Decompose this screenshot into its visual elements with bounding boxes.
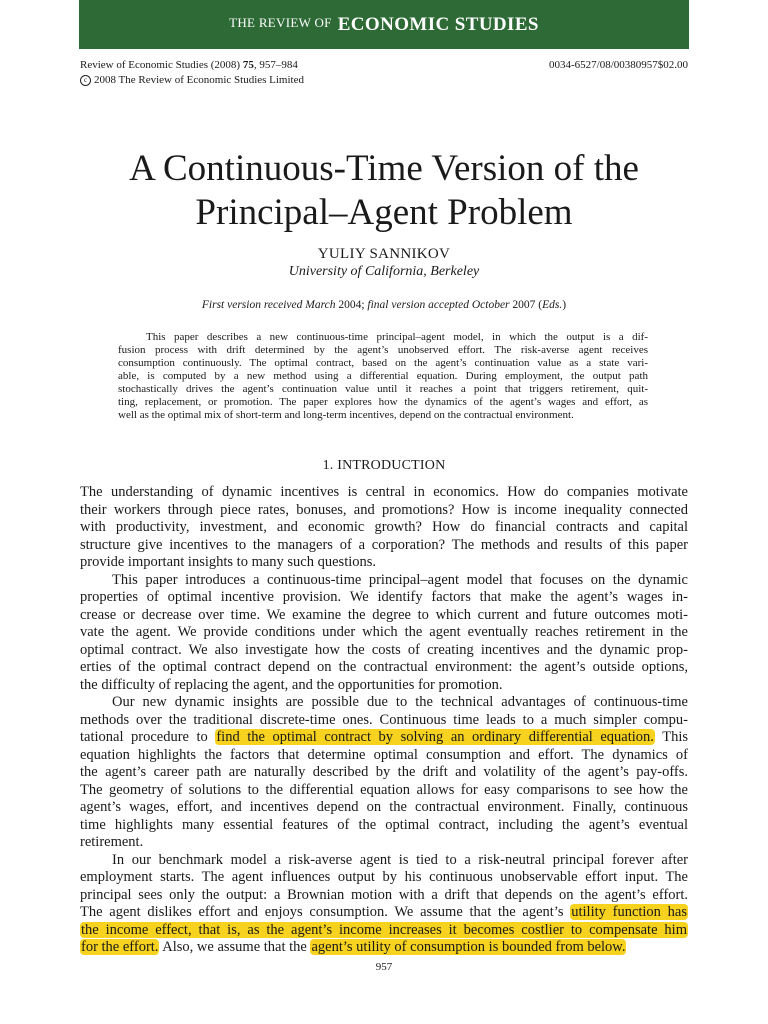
body-line: their workers through piece rates, bonuses, and promotions? How is income inequality connected (80, 501, 688, 518)
body-line: with productivity, investment, and economic growth? How do financial contracts and capital (80, 519, 688, 535)
body-line: erties of the optimal contract depend on the contractual environment: the agent’s outside options, (80, 659, 688, 675)
body-line: for the effort. Also, we assume that the agent’s utility of consumption is bounded from below. (81, 939, 626, 955)
abstract-line: stochastically drives the agent’s continuation value until it reaches a point that triggers retirement, quit- (118, 383, 648, 395)
body-line: the difficulty of replacing the agent, and the opportunities for promotion. (80, 676, 503, 693)
body-line: time highlights many essential features of the optimal contract, including the agent’s eventual (80, 816, 688, 833)
body-line: methods over the traditional discrete-time ones. Continuous time leads to a much simpler compu- (80, 711, 688, 728)
abstract-line: fusion process with drift determined by the agent’s unobserved effort. The risk-averse agent receives (118, 344, 648, 356)
body-line: In our benchmark model a risk-averse agent is tied to a risk-neutral principal forever after (112, 851, 688, 868)
journal-name-big: ECONOMIC STUDIES (337, 13, 539, 35)
highlight-annotation: utility function has (571, 904, 687, 920)
abstract-line: able, is computed by a new method using a differential equation. During employment, the output path (118, 370, 648, 382)
body-line: provide important insights to many such questions. (80, 554, 377, 570)
body-line: optimal contract. We also investigate how the costs of creating incentives and the dynamic prop- (80, 641, 688, 658)
body-line: agent’s wages, effort, and incentives depend on the contractual environment. Finally, continuous (80, 799, 688, 815)
body-line: This paper introduces a continuous-time principal–agent model that focuses on the dynamic (112, 571, 688, 588)
abstract (118, 331, 648, 422)
journal-name-small: THE REVIEW OF (229, 14, 332, 30)
highlight-annotation: for the effort. (81, 939, 159, 955)
abstract-line: well as the optimal mix of short-term and long-term incentives, depend on the contractual environment. (118, 409, 574, 421)
body-line: equation highlights the factors that determine optimal consumption and effort. The dynamics of (80, 746, 688, 763)
received-dates: First version received March 2004; final version accepted October 2007 (Eds.) (201, 299, 567, 311)
highlight-annotation: find the optimal contract by solving an ordinary differential equation. (216, 729, 654, 745)
body-line: principal sees only the output: a Brownian motion with a drift that depends on the agent’s effort. (80, 886, 688, 903)
body-line: the agent’s career path are naturally described by the drift and volatility of the agent’s pay-offs. (80, 764, 688, 780)
body-line: structure give incentives to the managers of a corporation? The methods and results of this paper (80, 536, 688, 553)
citation: Review of Economic Studies (2008) 75, 957–984 (80, 59, 298, 71)
issn: 0034-6527/08/00380957$02.00 (548, 59, 688, 71)
page-number: 957 (375, 961, 393, 973)
body-line: properties of optimal incentive provision. We identify factors that make the agent’s wages in- (80, 589, 688, 605)
body-line: Our new dynamic insights are possible due to the technical advantages of continuous-time (112, 694, 688, 710)
body-text (80, 484, 688, 957)
journal-banner (79, 0, 689, 49)
abstract-line: consumption continuously. The optimal contract, based on the agent’s continuation value as a state vari- (118, 357, 648, 369)
body-line: The agent dislikes effort and enjoys consumption. We assume that the agent’s utility function has (80, 904, 687, 920)
paper-title: A Continuous-Time Version of the Principal–Agent Problem (129, 148, 639, 233)
body-line: crease or decrease over time. We examine the degree to which current and future outcomes moti- (80, 606, 688, 623)
author-affiliation: University of California, Berkeley (288, 264, 480, 279)
body-line: vate the agent. We provide conditions under which the agent eventually reaches retirement in the (80, 624, 688, 640)
body-line: The understanding of dynamic incentives is central in economics. How do companies motivate (80, 484, 688, 500)
highlight-annotation: the income effect, that is, as the agent’s income increases it becomes costlier to compensate him (81, 921, 687, 938)
abstract-line: ting, replacement, or promotion. The paper explores how the dynamics of the agent’s wages and effort, as (118, 396, 648, 408)
copyright-line: c 2008 The Review of Economic Studies Limited (80, 73, 688, 88)
body-line: retirement. (80, 834, 144, 850)
copyright-symbol: c (80, 75, 91, 86)
section-heading: 1. INTRODUCTION (322, 458, 446, 473)
body-line: The geometry of solutions to the differential equation allows for easy comparisons to see how the (80, 781, 688, 798)
highlight-annotation: agent’s utility of consumption is bounded from below. (311, 939, 626, 955)
body-line (80, 922, 688, 940)
abstract-line: This paper describes a new continuous-time principal–agent model, in which the output is a dif- (146, 331, 648, 343)
citation-block (80, 58, 688, 88)
body-line: employment starts. The agent influences output by his continuous unobservable effort input. The (80, 869, 688, 885)
body-line: tational procedure to find the optimal contract by solving an ordinary differential equation. This (80, 729, 688, 745)
author-name: YULIY SANNIKOV (317, 246, 451, 262)
